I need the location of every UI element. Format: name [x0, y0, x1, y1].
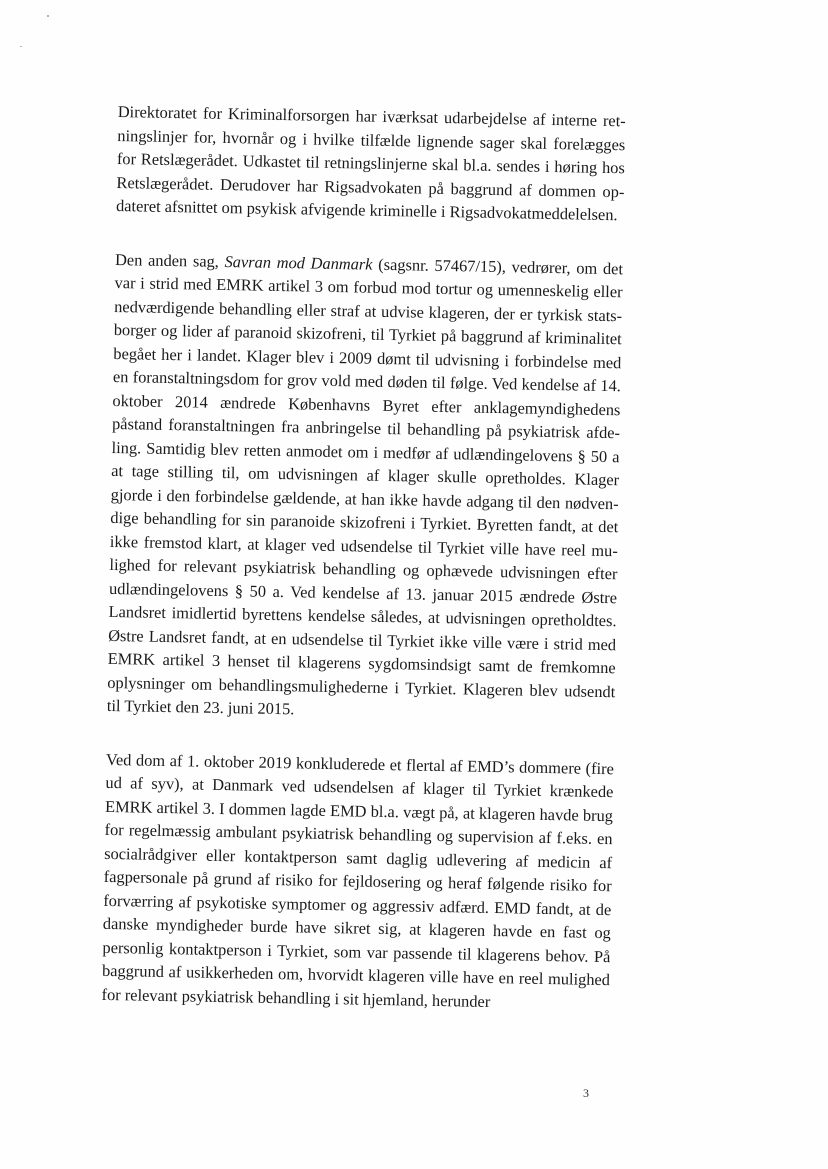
- paragraph-body-text: (sagsnr. 57467/15), vedrører, om det var i strid med EMRK artikel 3 om forbud mod tortur og umenneskelig eller nedværdigende behandling eller straf at udvise klageren, der er tyrkisk statsborger og lider af paranoid skizofreni, til Tyrkiet på baggrund af kriminalitet begået her i landet. Klager blev i 2009 dømt til udvisning i forbindelse med en foranstaltningsdom for grov vold med døden til følge. Ved kendelse af 14. oktober 2014 ændrede Københavns Byret efter anklagemyndighedens påstand foranstaltningen fra anbringelse til behandling på psykiatrisk afdeling. Samtidig blev retten anmodet om i medfør af udlændingelovens § 50 a at tage stilling til, om udvisningen af klager skulle opretholdes. Klager gjorde i den forbindelse gældende, at han ikke havde adgang til den nødvendige behandling for sin paranoide skizofreni i Tyrkiet. Byretten fandt, at det ikke fremstod klart, at klager ved udsendelse til Tyrkiet ville have reel mulighed for relevant psykiatrisk behandling og ophævede udvisningen efter udlændingelovens § 50 a. Ved kendelse af 13. januar 2015 ændrede Østre Landsret imidlertid byrettens kendelse således, at udvisningen opretholdtes. Østre Landsret fandt, at en udsendelse til Tyrkiet ikke ville være i strid med EMRK artikel 3 henset til klagerens sygdomsindsigt samt de fremkomne oplysninger om behandlingsmulighederne i Tyrkiet. Klageren blev udsendt til Tyrkiet den 23. juni 2015.: [106, 254, 624, 719]
- paragraph-guidelines: Direktoratet for Kriminalforsorgen har iværksat udarbejdelse af interne retningslinjer for, hvornår og i hvilke tilfælde lignende sager skal forelægges for Retslægerådet. Udkastet til retningslinjerne skal bl.a. sendes i høring hos Retslægerådet. Derudover har Rigsadvokaten på baggrund af dommen opdateret afsnittet om psykisk afvigende kriminelle i Rigsadvokatmeddelelsen.: [115, 101, 626, 225]
- paragraph-savran-case: [107, 247, 624, 726]
- document-body: [101, 100, 626, 1015]
- paragraph-judgment: Ved dom af 1. oktober 2019 konkluderede et flertal af EMD’s dommere (fire ud af syv), at Danmark ved udsendelsen af klager til Tyrkiet krænkede EMRK artikel 3. I dommen lagde EMD bl.a. vægt på, at klageren havde brug for regelmæssig ambulant psykiatrisk behandling og supervision af f.eks. en socialrådgiver eller kontaktperson samt daglig udlevering af medicin af fagpersonale på grund af risiko for fejldosering og heraf følgende risiko for forværring af psykotiske symptomer og aggressiv adfærd. EMD fandt, at de danske myndigheder burde have sikret sig, at klageren havde en fast og personlig kontaktperson i Tyrkiet, som var passende til klagerens behov. På baggrund af usikkerheden om, hvorvidt klageren ville have en reel mulighed for relevant psykiatrisk behandling i sit hjemland, herunder: [101, 749, 615, 1011]
- scan-speck: [47, 15, 49, 17]
- paragraph-intro-text: Den anden sag,: [114, 249, 225, 271]
- case-name: Savran mod Danmark: [224, 251, 373, 274]
- page-number: 3: [583, 1086, 589, 1100]
- scan-speck: [20, 46, 22, 47]
